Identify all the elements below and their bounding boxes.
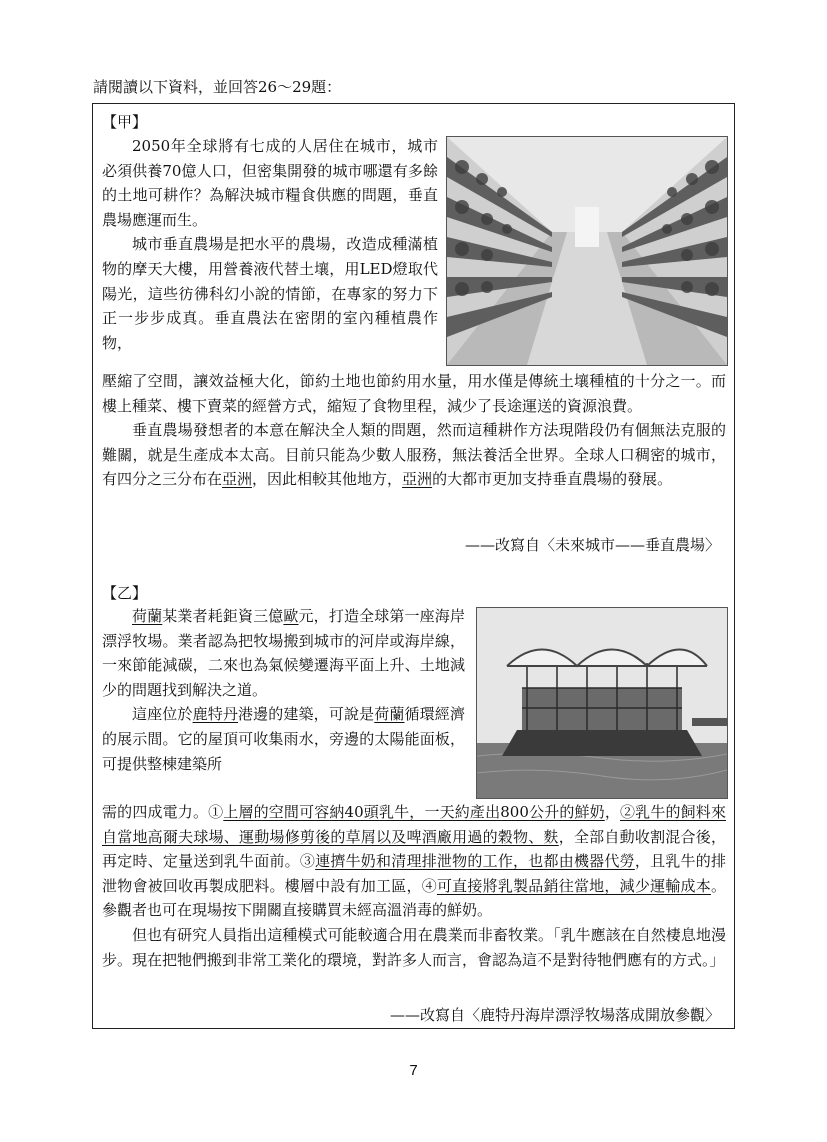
yi-paragraph-3: 但也有研究人員指出這種模式可能較適合用在農業而非畜牧業。「乳牛應該在自然棲息地漫步。現在把牠們搬到非常工業化的環境，對許多人而言，會認為這不是對待牠們應有的方式。」 — [102, 925, 726, 969]
underlined-statement-4: 可直接將乳製品銷往當地，減少運輸成本 — [436, 876, 711, 895]
section-title-yi: 【乙】 — [102, 584, 148, 602]
underlined-statement-2: ②乳牛的飼料來自當地高爾夫球場、運動場修剪後的草屑以及啤酒廠用過的穀物、麩 — [102, 803, 726, 846]
jia-p3-text: 垂直農場發想者的本意在解決全人類的問題，然而這種耕作方法現階段仍有個無法克服的難關，就是生產成本太高。目前只能為少數人服務，無法養活全世界。全球人口稠密的城市，有四分之三分布在 — [102, 421, 726, 489]
page-number: 7 — [409, 1062, 418, 1079]
floating-farm-photo — [476, 607, 728, 799]
vertical-farm-photo — [446, 136, 728, 366]
yi-source: ——改寫自〈鹿特丹海岸漂浮牧場落成開放參觀〉 — [389, 1006, 720, 1024]
yi-p2-text: ， — [604, 803, 620, 821]
yi-text-lower — [102, 800, 726, 972]
jia-text-lower — [102, 369, 726, 492]
jia-p3-text: ，因此相較其他地方， — [252, 470, 403, 489]
yi-text-upper — [102, 604, 465, 776]
underlined-statement-3: 連擠牛奶和清理排泄物的工作，也都由機器代勞 — [315, 852, 635, 871]
yi-paragraph-2-cont — [102, 800, 726, 923]
yi-p2-text: 需的四成電力。① — [102, 803, 224, 821]
yi-p1-text: 元，打造全球第一座海岸漂浮牧場。業者認為把牧場搬到城市的河岸或海岸線，一來節能減碳，二來也為氣候變遷海平面上升、土地減少的問題找到解決之道。 — [102, 607, 465, 699]
section-title-jia: 【甲】 — [102, 113, 148, 131]
place-name-holland: 荷蘭 — [374, 705, 405, 724]
jia-paragraph-2: 城市垂直農場是把水平的農場，改造成種滿植物的摩天大樓，用營養液代替土壤，用LED燈取代陽光，這些彷彿科幻小說的情節，在專家的努力下正一步步成真。垂直農法在密閉的室內種植農作物， — [102, 235, 438, 352]
yi-p2-text: ，且乳牛的排泄物會被回收再製成肥料。樓層中設有加工區，④ — [102, 852, 726, 895]
jia-text-upper — [102, 134, 438, 355]
yi-paragraph-2 — [102, 702, 465, 776]
underlined-statement-1: 上層的空間可容納40頭乳牛，一天約產出800公升的鮮奶 — [223, 803, 605, 821]
yi-p2-text: ，全部自動收割混合後，再定時、定量送到乳牛面前。③ — [102, 827, 726, 871]
place-name-asia: 亞洲 — [402, 470, 433, 489]
place-name-europe: 歐 — [283, 607, 299, 625]
reading-passage-box — [92, 103, 735, 1029]
yi-p2-text: 這座位於 — [132, 705, 193, 724]
jia-paragraph-3 — [102, 418, 726, 492]
jia-p3-text: 的大都市更加支持垂直農場的發展。 — [432, 470, 673, 489]
jia-paragraph-2-cont: 壓縮了空間，讓效益極大化，節約土地也節約用水量，用水僅是傳統土壤種植的十分之一。而樓上種菜、樓下賣菜的經營方式，縮短了食物里程，減少了長途運送的資源浪費。 — [102, 372, 726, 415]
yi-p1-text: 某業者耗鉅資三億 — [162, 607, 284, 625]
yi-p2-text: 港邊的建築，可說是 — [237, 705, 375, 724]
jia-source: ——改寫自〈未來城市——垂直農場〉 — [464, 536, 720, 554]
yi-p2-text: 循環經濟的展示間。它的屋頂可收集雨水，旁邊的太陽能面板，可提供整棟建築所 — [102, 705, 465, 773]
place-name-rotterdam: 鹿特丹 — [192, 705, 238, 724]
yi-p2-text: 。參觀者也可在現場按下開關直接購買未經高溫消毒的鮮奶。 — [102, 876, 726, 920]
jia-paragraph-1: 2050年全球將有七成的人居住在城市，城市必須供養70億人口，但密集開發的城市哪還有多餘的土地可耕作？為解決城市糧食供應的問題，垂直農場應運而生。 — [102, 137, 438, 229]
place-name-holland: 荷蘭 — [132, 607, 163, 625]
yi-paragraph-1 — [102, 604, 465, 702]
place-name-asia: 亞洲 — [222, 470, 253, 489]
instruction-text: 請閱讀以下資料，並回答26～29題： — [93, 78, 342, 96]
